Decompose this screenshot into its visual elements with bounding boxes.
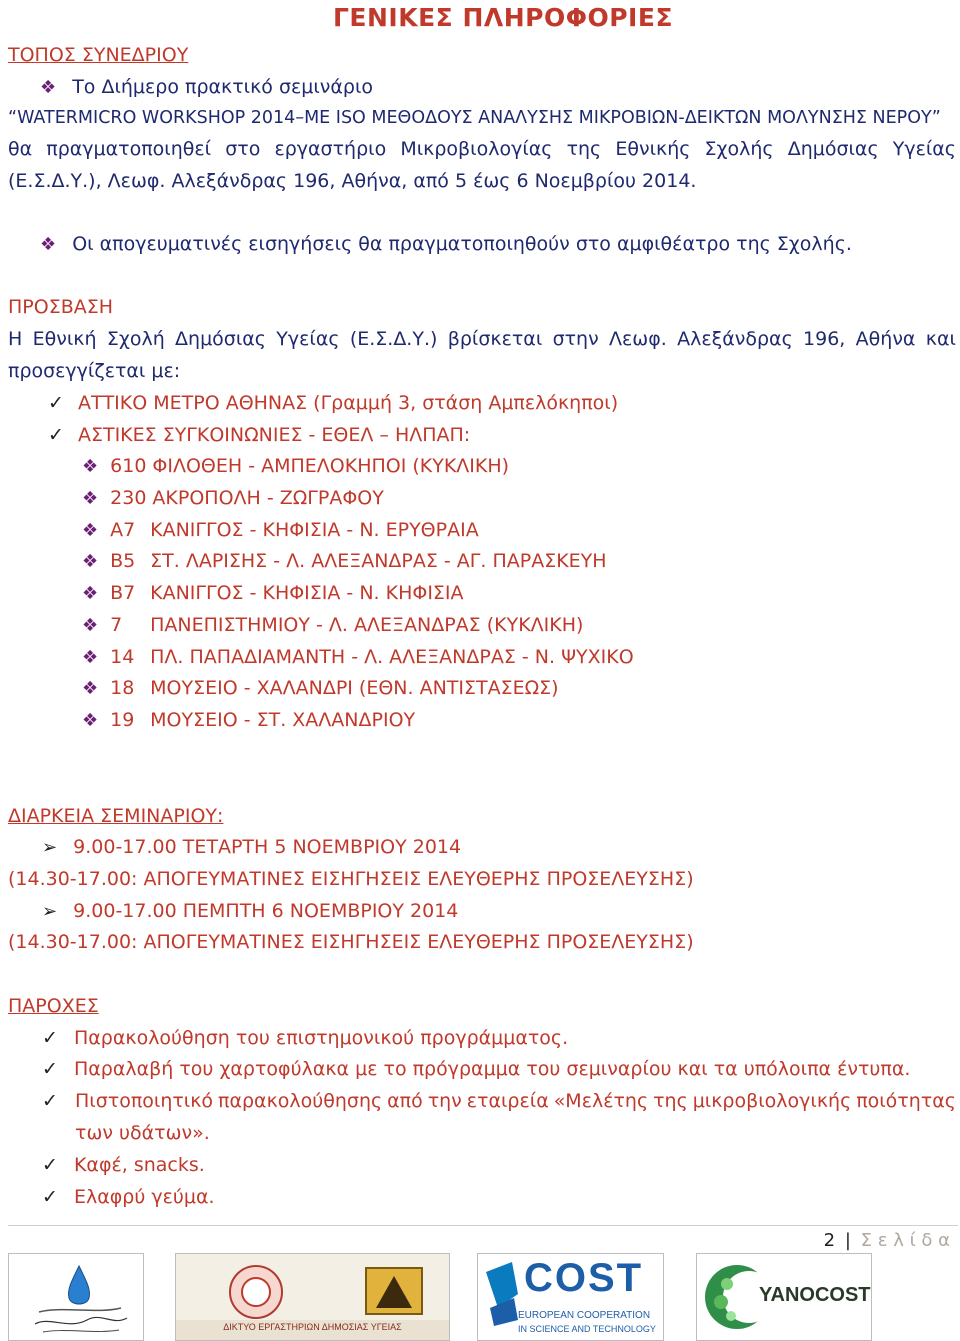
page-title: ΓΕΝΙΚΕΣ ΠΛΗΡΟΦΟΡΙΕΣ bbox=[333, 3, 674, 32]
diamond-bullet-icon: ❖ bbox=[82, 646, 99, 668]
provision-text: Παρακολούθηση του επιστημονικού προγράμματος. bbox=[73, 1027, 569, 1049]
word: Δημόσιας bbox=[175, 328, 266, 350]
diamond-bullet-icon: ❖ bbox=[82, 456, 99, 477]
arrow-bullet-icon: ➢ bbox=[42, 837, 58, 858]
word: Λεωφ. bbox=[609, 328, 667, 350]
diamond-bullet-icon: ❖ bbox=[82, 519, 99, 541]
bus-route-number: 14 bbox=[110, 645, 135, 668]
diamond-bullet-icon: ❖ bbox=[82, 583, 99, 604]
duration-day1-item bbox=[42, 836, 461, 859]
word: Πιστοποιητικό bbox=[75, 1090, 214, 1112]
word: εταιρεία bbox=[466, 1090, 549, 1112]
bus-route-name: ΦΙΛΟΘΕΗ - ΑΜΠΕΛΟΚΗΠΟΙ (ΚΥΚΛΙΚΗ) bbox=[152, 455, 510, 477]
bus-route-item bbox=[82, 582, 464, 605]
venue-intro: Το Διήμερο πρακτικό σεμινάριο bbox=[72, 76, 374, 98]
word: βρίσκεται bbox=[447, 328, 543, 350]
cyanocost-logo bbox=[696, 1253, 872, 1341]
bus-route-item bbox=[82, 646, 634, 669]
word: εργαστήριο bbox=[274, 138, 387, 160]
check-icon: ✓ bbox=[42, 1090, 58, 1112]
diamond-bullet-icon: ❖ bbox=[82, 487, 99, 509]
workshop-title-line: “WATERMICRO WORKSHOP 2014–ΜΕ ISO ΜΕΘΟΔΟΥΣ ΑΝΑΛΥΣΗΣ ΜΙΚΡΟΒΙΩΝ-ΔΕΙΚΤΩΝ ΜΟΛΥΝΣΗΣ ΝΕΡΟΥ” bbox=[8, 108, 941, 128]
water-drop-icon bbox=[9, 1254, 143, 1340]
bus-route-number: 18 bbox=[110, 677, 135, 700]
duration-day2: 9.00-17.00 ΠΕΜΠΤΗ 6 ΝΟΕΜΒΡΙΟΥ 2014 bbox=[73, 900, 459, 922]
word: από bbox=[387, 1090, 423, 1112]
diamond-bullet-icon: ❖ bbox=[82, 551, 99, 573]
word: την bbox=[427, 1090, 462, 1112]
word: «Μελέτης bbox=[553, 1090, 649, 1112]
bus-route-item bbox=[82, 487, 384, 510]
word: Υγείας bbox=[276, 328, 340, 350]
check-icon: ✓ bbox=[48, 424, 64, 446]
check-icon: ✓ bbox=[42, 1027, 58, 1049]
venue-address: (Ε.Σ.Δ.Υ.), Λεωφ. Αλεξάνδρας 196, Αθήνα, από 5 έως 6 Νοεμβρίου 2014. bbox=[8, 170, 697, 192]
word: Σχολή bbox=[106, 328, 165, 350]
bus-route-number: 19 bbox=[110, 709, 135, 731]
bus-route-name: ΜΟΥΣΕΙΟ - ΧΑΛΑΝΔΡΙ (ΕΘΝ. ΑΝΤΙΣΤΑΣΕΩΣ) bbox=[150, 677, 559, 700]
access-line2: προσεγγίζεται με: bbox=[8, 360, 181, 382]
word: Η bbox=[8, 328, 23, 350]
bus-route-item bbox=[82, 550, 607, 573]
word: μικροβιολογικής bbox=[692, 1090, 852, 1112]
bus-route-number: Β5 bbox=[110, 550, 136, 573]
word: Υγείας bbox=[892, 138, 956, 160]
provision-text: Παραλαβή του χαρτοφύλακα με το πρόγραμμα του σεμιναρίου και τα υπόλοιπα έντυπα. bbox=[73, 1058, 911, 1080]
bus-heading-item bbox=[48, 424, 470, 446]
provisions-heading: ΠΑΡΟΧΕΣ bbox=[8, 995, 99, 1017]
duration-heading: ΔΙΑΡΚΕΙΑ ΣΕΜΙΝΑΡΙΟΥ: bbox=[8, 805, 224, 827]
labs-network-logo bbox=[175, 1253, 450, 1341]
bus-route-name: ΜΟΥΣΕΙΟ - ΣΤ. ΧΑΛΑΝΔΡΙΟΥ bbox=[150, 709, 416, 731]
word: στην bbox=[552, 328, 599, 350]
cost-subtitle-1: EUROPEAN COOPERATION bbox=[518, 1310, 651, 1321]
access-heading: ΠΡΟΣΒΑΣΗ bbox=[8, 296, 114, 318]
duration-day1: 9.00-17.00 ΤΕΤΑΡΤΗ 5 ΝΟΕΜΒΡΙΟΥ 2014 bbox=[73, 836, 462, 858]
cost-word: COST bbox=[524, 1256, 644, 1300]
word: Αθήνα bbox=[855, 328, 916, 350]
bus-route-name: ΑΚΡΟΠΟΛΗ - ΖΩΓΡΑΦΟΥ bbox=[152, 486, 384, 509]
check-icon: ✓ bbox=[42, 1154, 58, 1176]
diamond-bullet-icon: ❖ bbox=[40, 77, 57, 98]
bus-route-number: Β7 bbox=[110, 582, 136, 604]
word: Σχολής bbox=[704, 138, 774, 160]
page-separator: | bbox=[844, 1230, 851, 1251]
cost-logo bbox=[477, 1253, 664, 1341]
bus-route-name: ΚΑΝΙΓΓΟΣ - ΚΗΦΙΣΙΑ - Ν. ΕΡΥΘΡΑΙΑ bbox=[150, 518, 479, 541]
page-word: Σ ε λ ί δ α bbox=[860, 1230, 950, 1251]
labs-network-caption: ΔΙΚΤΥΟ ΕΡΓΑΣΤΗΡΙΩΝ ΔΗΜΟΣΙΑΣ ΥΓΕΙΑΣ bbox=[223, 1322, 402, 1332]
duration-day2-note: (14.30-17.00: ΑΠΟΓΕΥΜΑΤΙΝΕΣ ΕΙΣΗΓΗΣΕΙΣ ΕΛΕΥΘΕΡΗΣ ΠΡΟΣΕΛΕΥΣΗΣ) bbox=[8, 931, 694, 953]
diamond-bullet-icon: ❖ bbox=[82, 614, 99, 636]
provision-text-cont: των υδάτων». bbox=[75, 1122, 210, 1144]
bus-route-number: 7 bbox=[110, 613, 123, 636]
afternoon-text: Οι απογευματινές εισηγήσεις θα πραγματοποιηθούν στο αμφιθέατρο της Σχολής. bbox=[72, 233, 852, 255]
bus-route-item bbox=[82, 614, 583, 637]
word: και bbox=[925, 328, 956, 350]
duration-day2-item bbox=[42, 900, 458, 923]
venue-heading: ΤΟΠΟΣ ΣΥΝΕΔΡΙΟΥ bbox=[8, 44, 189, 66]
bus-route-name: ΣΤ. ΛΑΡΙΣΗΣ - Λ. ΑΛΕΞΑΝΔΡΑΣ - ΑΓ. ΠΑΡΑΣΚΕΥΗ bbox=[150, 550, 607, 573]
access-line-justified bbox=[8, 328, 956, 350]
word: Αλεξάνδρας bbox=[677, 328, 793, 350]
provision-item bbox=[42, 1027, 568, 1049]
check-icon: ✓ bbox=[42, 1186, 58, 1208]
word: (Ε.Σ.Δ.Υ.) bbox=[349, 328, 438, 350]
provision-text: Καφέ, snacks. bbox=[73, 1154, 205, 1176]
duration-day1-note: (14.30-17.00: ΑΠΟΓΕΥΜΑΤΙΝΕΣ ΕΙΣΗΓΗΣΕΙΣ ΕΛΕΥΘΕΡΗΣ ΠΡΟΣΕΛΕΥΣΗΣ) bbox=[8, 868, 694, 890]
word: Εθνικής bbox=[615, 138, 691, 160]
provision-item bbox=[42, 1154, 205, 1176]
provision-item bbox=[42, 1058, 910, 1080]
diamond-bullet-icon: ❖ bbox=[82, 678, 99, 700]
afternoon-item bbox=[40, 233, 852, 256]
diamond-bullet-icon: ❖ bbox=[40, 234, 57, 255]
word: 196, bbox=[803, 328, 846, 350]
page-number-footer bbox=[824, 1230, 950, 1252]
bus-route-item bbox=[82, 677, 559, 700]
bus-route-item bbox=[82, 709, 415, 732]
word: θα bbox=[8, 138, 33, 160]
provision-text: Ελαφρύ γεύμα. bbox=[73, 1186, 215, 1208]
check-icon: ✓ bbox=[48, 392, 64, 414]
arrow-bullet-icon: ➢ bbox=[42, 901, 58, 922]
bus-route-item bbox=[82, 519, 479, 542]
metro-text: ΑΤΤΙΚΟ ΜΕΤΡΟ ΑΘΗΝΑΣ (Γραμμή 3, στάση Αμπελόκηποι) bbox=[77, 392, 619, 414]
bus-route-number: 610 bbox=[110, 455, 147, 477]
provision-text-justified bbox=[75, 1090, 956, 1112]
footer-divider bbox=[8, 1225, 958, 1226]
word: στο bbox=[225, 138, 261, 160]
provision-item bbox=[42, 1186, 215, 1208]
word: Μικροβιολογίας bbox=[400, 138, 553, 160]
bus-route-name: ΠΛ. ΠΑΠΑΔΙΑΜΑΝΤΗ - Λ. ΑΛΕΞΑΝΔΡΑΣ - Ν. ΨΥΧΙΚΟ bbox=[150, 645, 634, 668]
diamond-bullet-icon: ❖ bbox=[82, 710, 99, 731]
bus-heading-text: ΑΣΤΙΚΕΣ ΣΥΓΚΟΙΝΩΝΙΕΣ - ΕΘΕΛ – ΗΛΠΑΠ: bbox=[77, 424, 471, 446]
word: Εθνική bbox=[32, 328, 97, 350]
metro-item bbox=[48, 392, 618, 414]
word: ποιότητας bbox=[856, 1090, 956, 1112]
cost-subtitle-2: IN SCIENCE AND TECHNOLOGY bbox=[518, 1324, 656, 1334]
word: της bbox=[566, 138, 602, 160]
check-icon: ✓ bbox=[42, 1058, 58, 1080]
bus-route-number: 230 bbox=[110, 486, 147, 509]
bus-route-name: ΚΑΝΙΓΓΟΣ - ΚΗΦΙΣΙΑ - Ν. ΚΗΦΙΣΙΑ bbox=[150, 582, 464, 604]
bus-route-name: ΠΑΝΕΠΙΣΤΗΜΙΟΥ - Λ. ΑΛΕΞΑΝΔΡΑΣ (ΚΥΚΛΙΚΗ) bbox=[150, 613, 584, 636]
word: παρακολούθησης bbox=[218, 1090, 383, 1112]
water-drop-logo bbox=[8, 1253, 144, 1341]
bus-route-number: Α7 bbox=[110, 518, 136, 541]
word: της bbox=[653, 1090, 688, 1112]
venue-intro-item bbox=[40, 76, 373, 99]
cyanocost-word: YANOCOST bbox=[759, 1284, 871, 1306]
bus-route-item bbox=[82, 455, 509, 478]
page-number: 2 bbox=[823, 1230, 836, 1251]
word: πραγματοποιηθεί bbox=[46, 138, 212, 160]
word: Δημόσιας bbox=[787, 138, 879, 160]
venue-line-justified bbox=[8, 138, 956, 160]
